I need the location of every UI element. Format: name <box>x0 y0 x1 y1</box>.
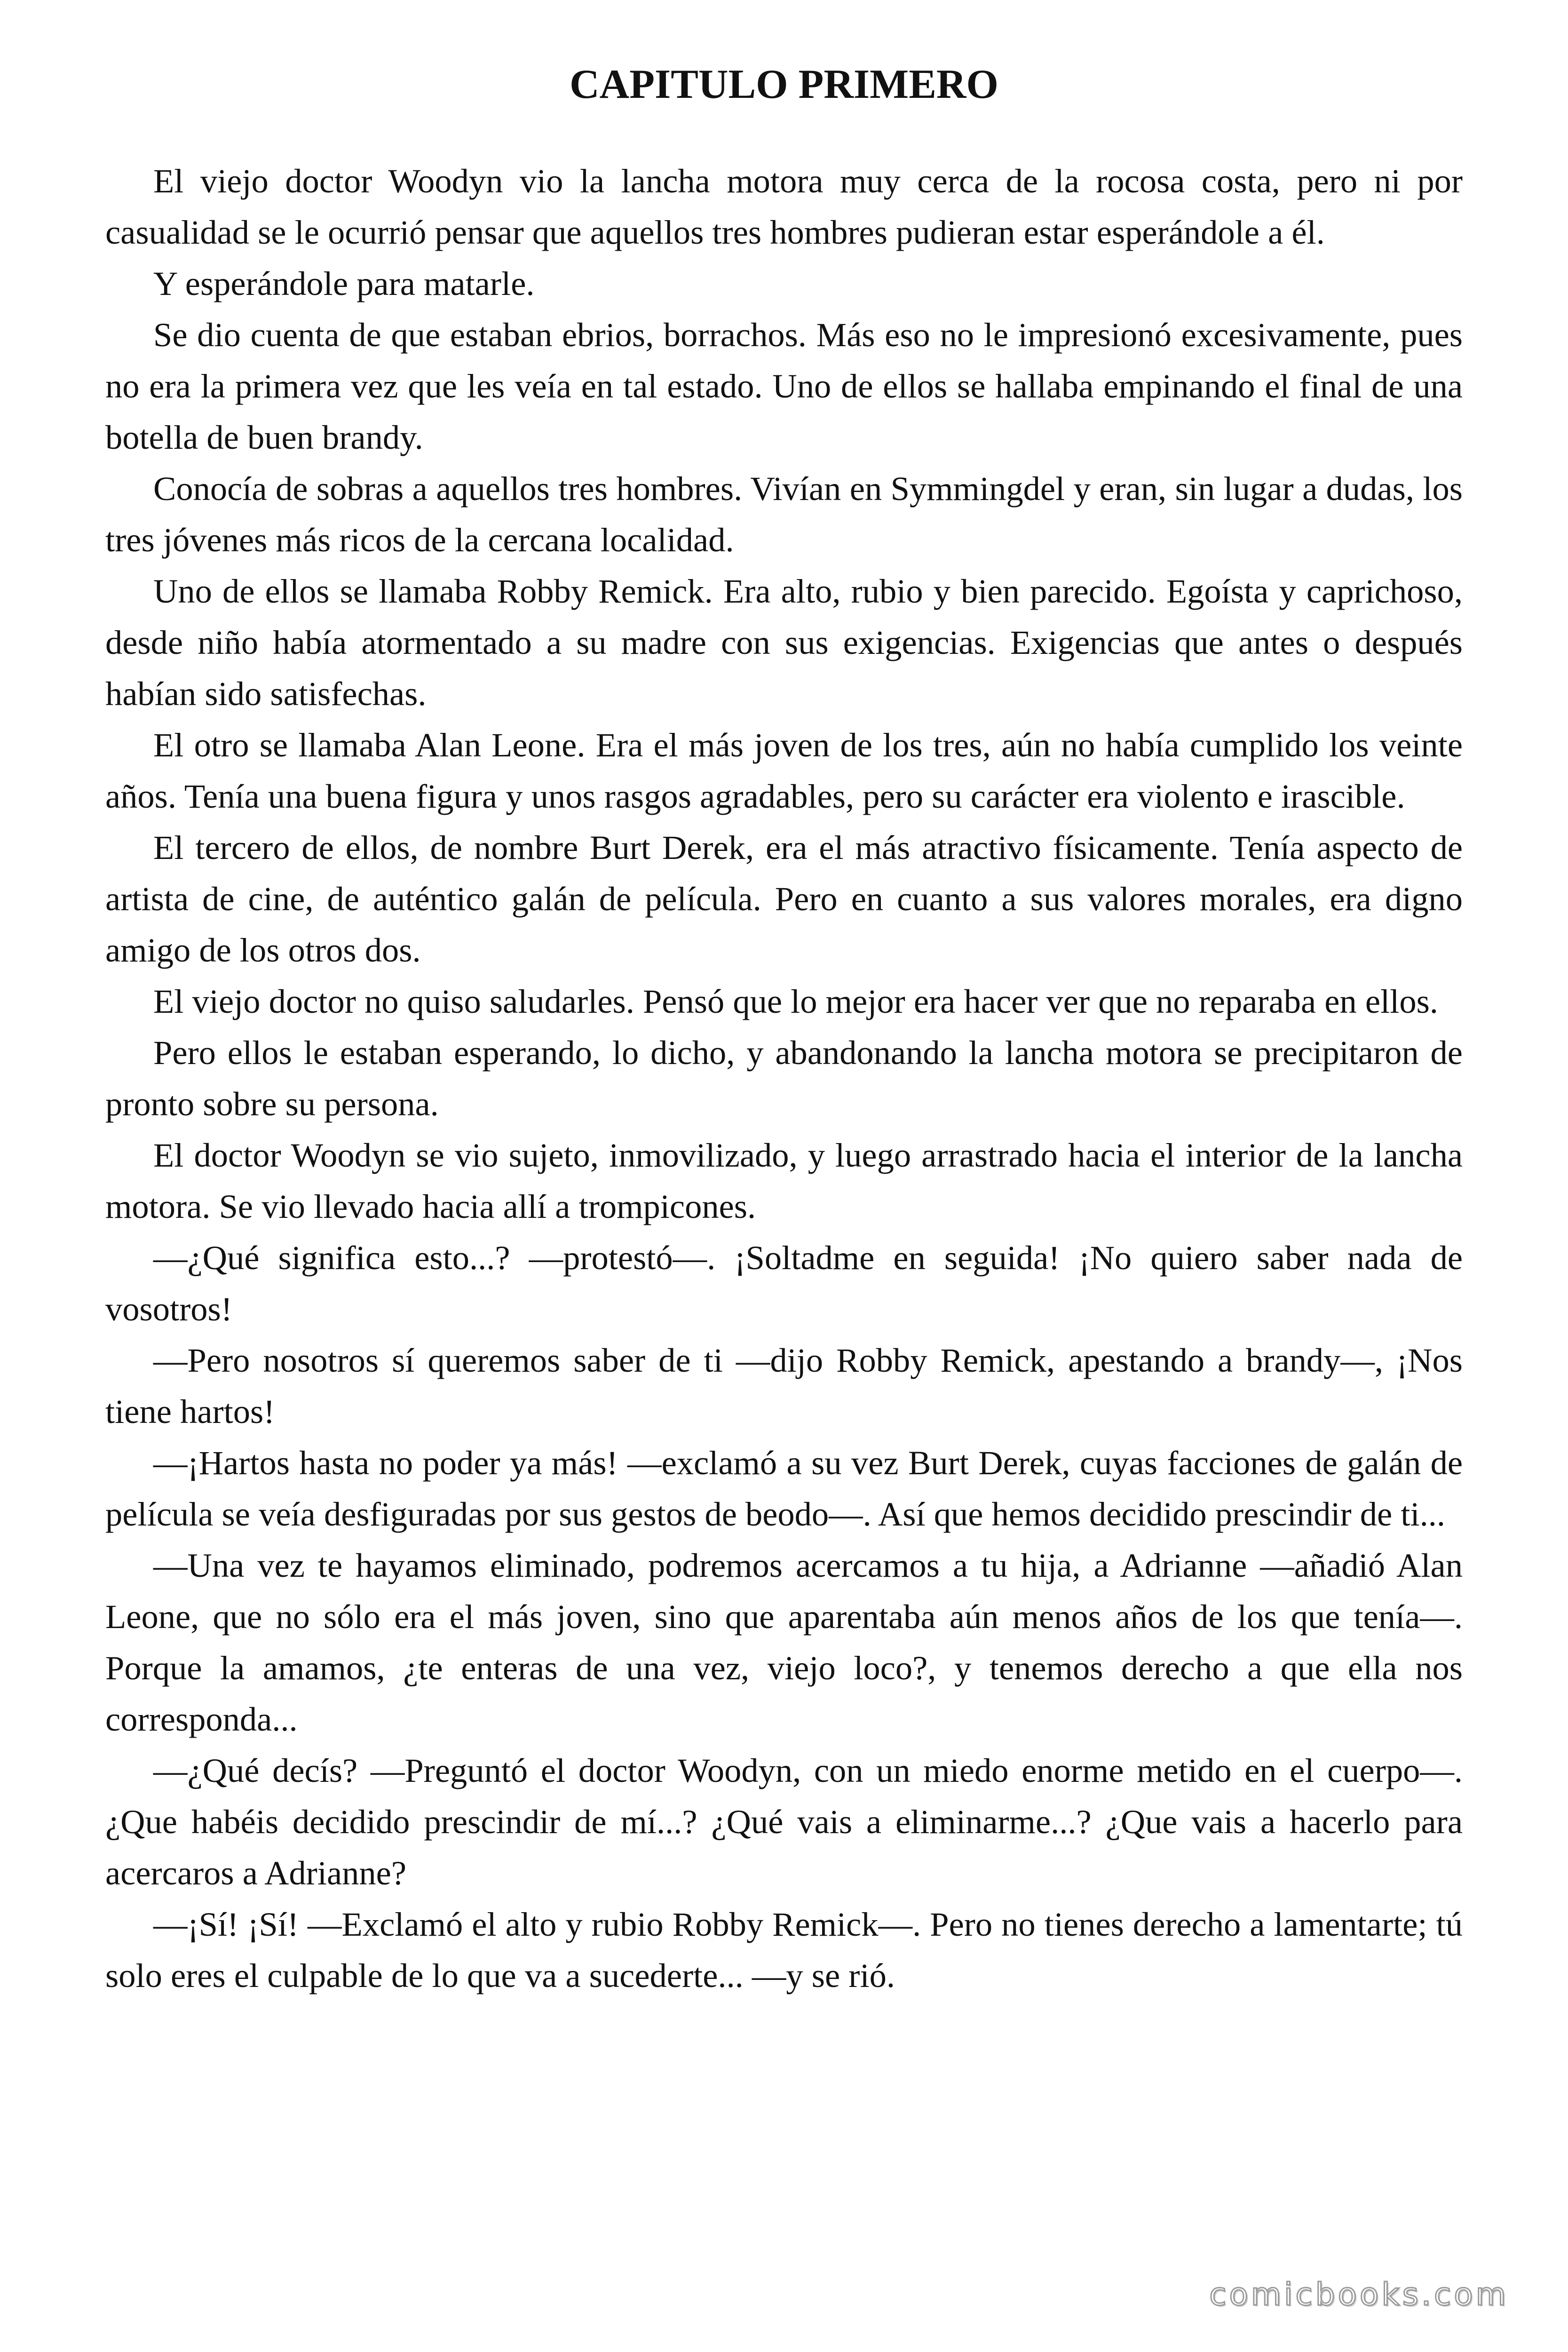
chapter-body <box>105 155 1463 2001</box>
dialogue-paragraph: —Una vez te hayamos eliminado, podremos acercamos a tu hija, a Adrianne —añadió Alan Leone, que no sólo era el más joven, sino que aparentaba aún menos años de los que tenía—. Porque la amamos, ¿te enteras de una vez, viejo loco?, y tenemos derecho a que ella nos corresponda... <box>105 1546 1463 1738</box>
paragraph: El doctor Woodyn se vio sujeto, inmovilizado, y luego arrastrado hacia el interior de la lancha motora. Se vio llevado hacia allí a trompicones. <box>105 1136 1463 1225</box>
paragraph: Se dio cuenta de que estaban ebrios, borrachos. Más eso no le impresionó excesivamente, pues no era la primera vez que les veía en tal estado. Uno de ellos se hallaba empinando el final de una botella de buen brandy. <box>105 316 1463 456</box>
chapter-title: CAPITULO PRIMERO <box>570 62 998 107</box>
paragraph: El tercero de ellos, de nombre Burt Derek, era el más atractivo físicamente. Tenía aspecto de artista de cine, de auténtico galán de película. Pero en cuanto a sus valores morales, era digno amigo de los otros dos. <box>105 828 1463 969</box>
dialogue-paragraph: —Pero nosotros sí queremos saber de ti —dijo Robby Remick, apestando a brandy—, ¡Nos tiene hartos! <box>105 1341 1463 1430</box>
dialogue-paragraph: —¿Qué significa esto...? —protestó—. ¡Soltadme en seguida! ¡No quiero saber nada de vosotros! <box>105 1239 1463 1328</box>
book-page <box>105 56 1463 2001</box>
paragraph: Pero ellos le estaban esperando, lo dicho, y abandonando la lancha motora se precipitaron de pronto sobre su persona. <box>105 1033 1463 1123</box>
paragraph: Uno de ellos se llamaba Robby Remick. Era alto, rubio y bien parecido. Egoísta y caprichoso, desde niño había atormentado a su madre con sus exigencias. Exigencias que antes o después habían sido satisfechas. <box>105 572 1463 713</box>
dialogue-paragraph: —¡Sí! ¡Sí! —Exclamó el alto y rubio Robby Remick—. Pero no tienes derecho a lamentarte; tú solo eres el culpable de lo que va a sucederte... —y se rió. <box>105 1905 1463 1994</box>
dialogue-paragraph: —¿Qué decís? —Preguntó el doctor Woodyn, con un miedo enorme metido en el cuerpo—. ¿Que habéis decidido prescindir de mí...? ¿Qué vais a eliminarme...? ¿Que vais a hacerlo para acercaros a Adrianne? <box>105 1751 1463 1892</box>
paragraph: El viejo doctor Woodyn vio la lancha motora muy cerca de la rocosa costa, pero ni por casualidad se le ocurrió pensar que aquellos tres hombres pudieran estar esperándole a él. <box>105 162 1463 251</box>
paragraph: El otro se llamaba Alan Leone. Era el más joven de los tres, aún no había cumplido los veinte años. Tenía una buena figura y unos rasgos agradables, pero su carácter era violento e irascible. <box>105 726 1463 815</box>
paragraph: Y esperándole para matarle. <box>153 264 535 302</box>
paragraph: El viejo doctor no quiso saludarles. Pensó que lo mejor era hacer ver que no reparaba en ellos. <box>153 982 1438 1020</box>
dialogue-paragraph: —¡Hartos hasta no poder ya más! —exclamó a su vez Burt Derek, cuyas facciones de galán de película se veía desfiguradas por sus gestos de beodo—. Así que hemos decidido prescindir de ti... <box>105 1444 1463 1533</box>
paragraph: Conocía de sobras a aquellos tres hombres. Vivían en Symmingdel y eran, sin lugar a dudas, los tres jóvenes más ricos de la cercana localidad. <box>105 469 1463 559</box>
watermark: comicbooks.com <box>1209 2276 1509 2312</box>
